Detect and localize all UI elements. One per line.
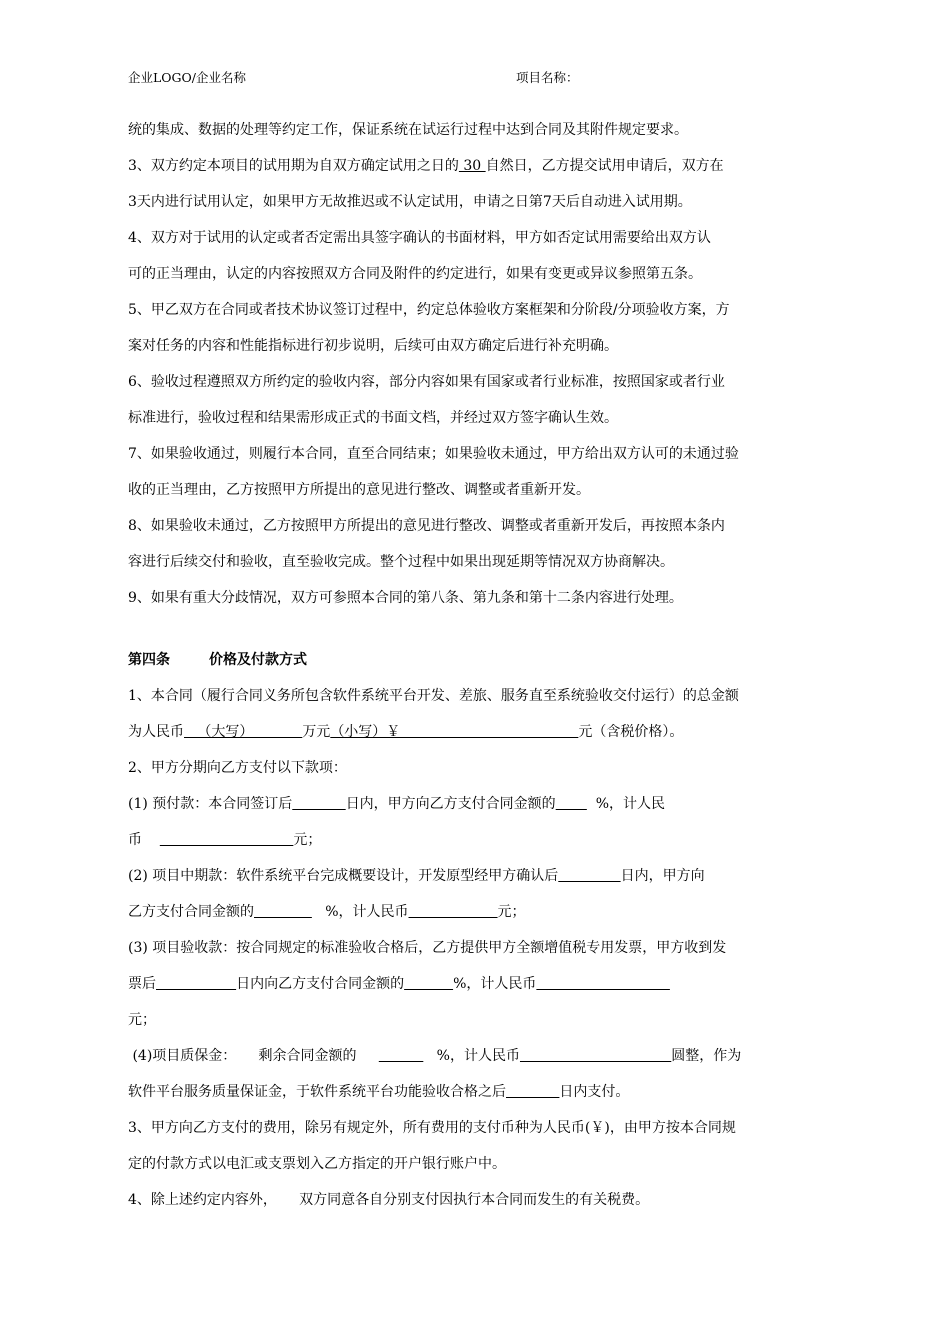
trial-days-value: 30 [458,158,486,174]
s4-clause-3-line-1: 3、甲方向乙方支付的费用，除另有规定外，所有费用的支付币种为人民币(￥)，由甲方按本合同规 [128,1120,736,1136]
clause-3-line-1: 3、双方约定本项目的试用期为自双方确定试用之日的 30 自然日，乙方提交试用申请后，双方在 [128,158,724,174]
amount-lowercase-blank[interactable]: （小写）￥ [330,724,579,740]
midterm-amount-blank[interactable] [409,904,498,920]
page-header [128,68,828,86]
clause-7-line-2: 收的正当理由，乙方按照甲方所提出的意见进行整改、调整或者重新开发。 [128,482,590,498]
s4-clause-1-line-1: 1、本合同（履行合同义务所包含软件系统平台开发、差旅、服务直至系统验收交付运行）的总金额 [128,688,739,704]
section-4-heading: 第四条 价格及付款方式 [128,652,307,668]
s4-clause-2: 2、甲方分期向乙方支付以下款项： [128,760,347,776]
acceptance-line-3: 元； [128,1012,156,1028]
retention-amount-blank[interactable] [520,1048,671,1064]
amount-uppercase-blank[interactable]: （大写） [184,724,303,740]
acceptance-days-blank[interactable] [156,976,236,992]
paragraph-line: 统的集成、数据的处理等约定工作，保证系统在试运行过程中达到合同及其附件规定要求。 [128,122,688,138]
acceptance-amount-blank[interactable] [536,976,670,992]
s4-clause-4: 4、除上述约定内容外， 双方同意各自分别支付因执行本合同而发生的有关税费。 [128,1192,650,1208]
clause-9-line-1: 9、如果有重大分歧情况，双方可参照本合同的第八条、第九条和第十二条内容进行处理。 [128,590,683,606]
clause-8-line-2: 容进行后续交付和验收，直至验收完成。整个过程中如果出现延期等情况双方协商解决。 [128,554,674,570]
section-spacer [128,616,828,642]
midterm-line-1: (2) 项目中期款：软件系统平台完成概要设计，开发原型经甲方确认后 日内，甲方向 [128,868,705,884]
clause-4-line-2: 可的正当理由，认定的内容按照双方合同及附件的约定进行，如果有变更或异议参照第五条。 [128,266,702,282]
company-logo-name: 企业LOGO/企业名称 [128,70,246,85]
prepayment-amount-blank[interactable] [160,832,294,848]
project-name-label: 项目名称： [516,70,579,85]
s4-clause-3-line-2: 定的付款方式以电汇或支票划入乙方指定的开户银行账户中。 [128,1156,506,1172]
clause-5-line-2: 案对任务的内容和性能指标进行初步说明，后续可由双方确定后进行补充明确。 [128,338,618,354]
document-body [128,112,828,1218]
prepayment-percent-blank[interactable] [556,796,587,812]
clause-5-line-1: 5、甲乙双方在合同或者技术协议签订过程中，约定总体验收方案框架和分阶段/分项验收方案，方 [128,302,730,318]
clause-4-line-1: 4、双方对于试用的认定或者否定需出具签字确认的书面材料，甲方如否定试用需要给出双方认 [128,230,711,246]
acceptance-percent-blank[interactable] [404,976,453,992]
clause-6-line-1: 6、验收过程遵照双方所约定的验收内容，部分内容如果有国家或者行业标准，按照国家或者行业 [128,374,725,390]
prepayment-line-1: (1) 预付款：本合同签订后 日内，甲方向乙方支付合同金额的 %，计人民 [128,796,666,812]
clause-6-line-2: 标准进行，验收过程和结果需形成正式的书面文档，并经过双方签字确认生效。 [128,410,618,426]
clause-8-line-1: 8、如果验收未通过，乙方按照甲方所提出的意见进行整改、调整或者重新开发后，再按照本条内 [128,518,725,534]
acceptance-line-2: 票后 日内向乙方支付合同金额的 %，计人民币 [128,966,828,1002]
clause-7-line-1: 7、如果验收通过，则履行本合同，直至合同结束；如果验收未通过，甲方给出双方认可的未通过验 [128,446,739,462]
prepayment-days-blank[interactable] [292,796,345,812]
midterm-line-2: 乙方支付合同金额的 %，计人民币 元； [128,904,526,920]
retention-line-1: (4)项目质保金： 剩余合同金额的 %，计人民币 圆整，作为 [128,1048,742,1064]
clause-3-line-2: 3天内进行试用认定，如果甲方无故推迟或不认定试用，申请之日第7天后自动进入试用期。 [128,194,692,210]
retention-percent-blank[interactable] [379,1048,424,1064]
midterm-days-blank[interactable] [558,868,620,884]
midterm-percent-blank[interactable] [254,904,312,920]
acceptance-line-1: (3) 项目验收款：按合同规定的标准验收合格后，乙方提供甲方全额增值税专用发票，甲方收到发 [128,940,727,956]
s4-clause-1-line-2: 为人民币 （大写） 万元（小写）￥ 元（含税价格）。 [128,724,684,740]
prepayment-line-2: 币 元； [128,832,322,848]
retention-days-blank[interactable] [506,1084,559,1100]
retention-line-2: 软件平台服务质量保证金，于软件系统平台功能验收合格之后 日内支付。 [128,1084,630,1100]
